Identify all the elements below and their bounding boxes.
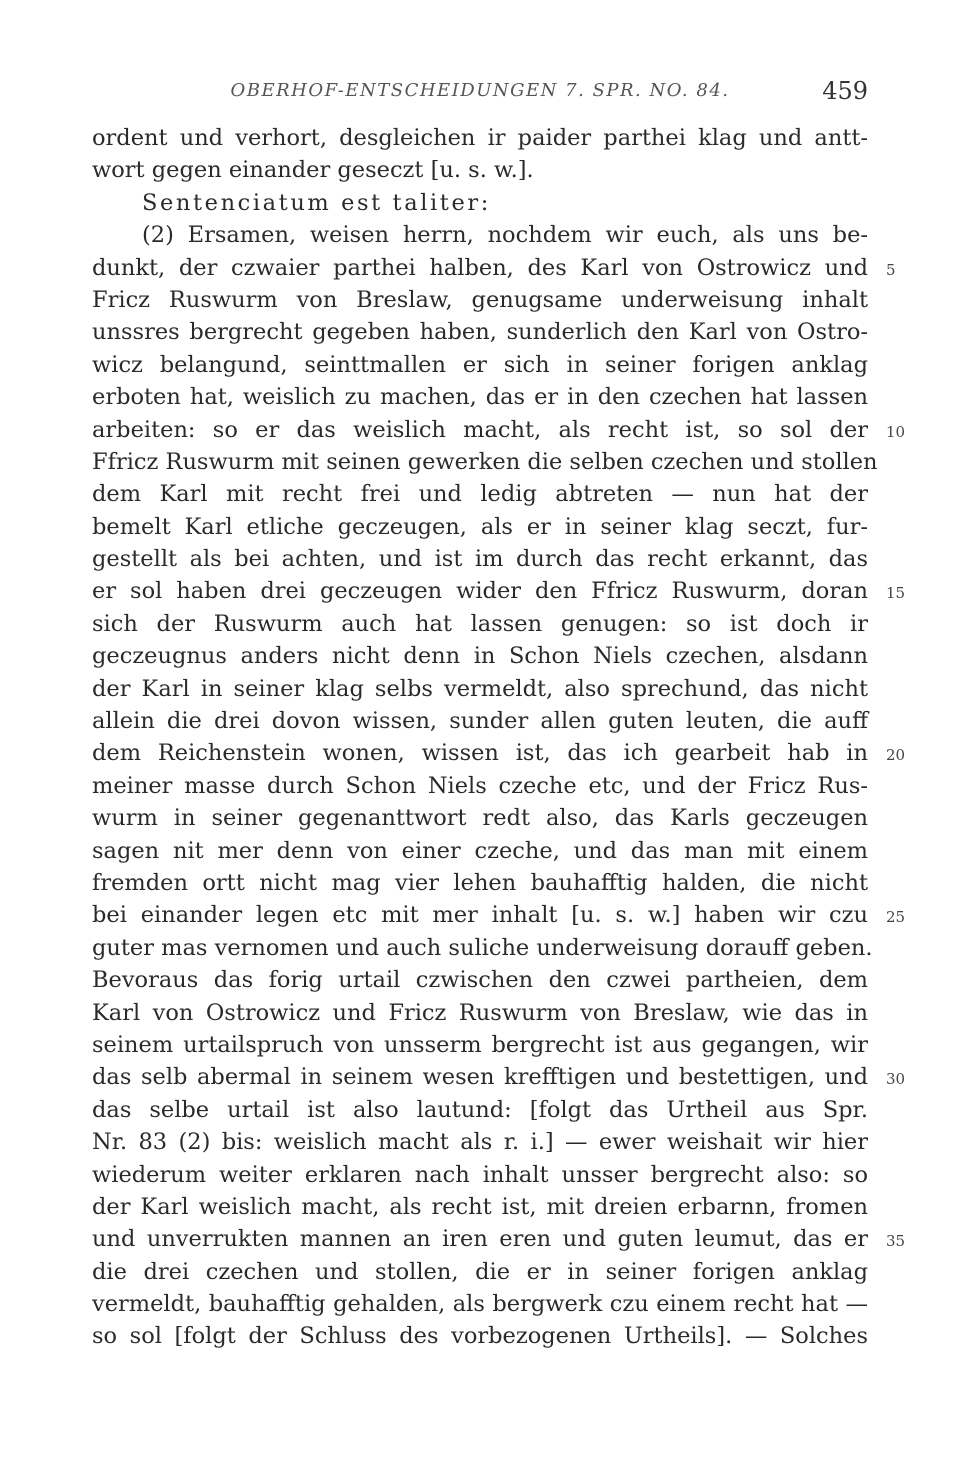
text-line: die drei czechen und stollen, die er in seiner forigen anklag	[92, 1258, 868, 1285]
text-line: so sol [folgt der Schluss des vorbezogenen Urtheils]. — Solches	[92, 1323, 868, 1350]
text-line: sagen nit mer denn von einer czeche, und das man mit einem	[92, 837, 868, 864]
text-line: seinem urtailspruch von unsserm bergrecht ist aus gegangen, wir	[92, 1031, 868, 1058]
text-line: arbeiten: so er das weislich macht, als recht ist, so sol der 10	[92, 414, 868, 446]
text-line: dem Karl mit recht frei und ledig abtreten — nun hat der	[92, 481, 868, 508]
running-head: OBERHOF-ENTSCHEIDUNGEN 7. SPR. NO. 84.	[230, 80, 730, 101]
text-line: dem Reichenstein wonen, wissen ist, das ich gearbeit hab in 20	[92, 737, 868, 769]
text-line: wicz belangund, seinttmallen er sich in seiner forigen anklag	[92, 351, 868, 378]
text-line: guter mas vernomen und auch suliche underweisung dorauff geben.	[92, 934, 873, 961]
text-line: Fricz Ruswurm von Breslaw, genugsame underweisung inhalt	[92, 286, 868, 313]
section-heading: Sentenciatum est taliter:	[142, 189, 491, 216]
text-line: bei einander legen etc mit mer inhalt [u. s. w.] haben wir czu 25	[92, 899, 868, 931]
line-number: 35	[886, 1232, 906, 1251]
text-line: das selbe urtail ist also lautund: [folgt das Urtheil aus Spr.	[92, 1096, 868, 1123]
text-line: Nr. 83 (2) bis: weislich macht als r. i.] — ewer weishait wir hier	[92, 1129, 868, 1156]
text-line: erboten hat, weislich zu machen, das er in den czechen hat lassen	[92, 384, 868, 411]
text-line: sich der Ruswurm auch hat lassen genugen: so ist doch ir	[92, 610, 868, 637]
text-line: der Karl weislich macht, als recht ist, mit dreien erbarnn, fromen	[92, 1193, 868, 1220]
text-line: (2) Ersamen, weisen herrn, nochdem wir euch, als uns be-	[142, 222, 868, 249]
text-line: wiederum weiter erklaren nach inhalt unsser bergrecht also: so	[92, 1161, 868, 1188]
page-header	[92, 74, 868, 108]
text-line: wort gegen einander geseczt [u. s. w.].	[92, 157, 534, 184]
text-line: allein die drei dovon wissen, sunder allen guten leuten, die auff	[92, 708, 868, 735]
text-line: und unverrukten mannen an iren eren und guten leumut, das er 35	[92, 1223, 868, 1255]
text-line: geczeugnus anders nicht denn in Schon Niels czechen, alsdann	[92, 643, 868, 670]
text-line: meiner masse durch Schon Niels czeche etc, und der Fricz Rus-	[92, 772, 868, 799]
text-line: dunkt, der czwaier parthei halben, des Karl von Ostrowicz und 5	[92, 252, 868, 284]
line-number: 15	[886, 584, 906, 603]
line-number: 20	[886, 746, 906, 765]
body-text	[92, 122, 906, 1353]
text-line: Ffricz Ruswurm mit seinen gewerken die selben czechen und stollen	[92, 448, 878, 475]
text-line: vermeldt, bauhafftig gehalden, als bergwerk czu einem recht hat —	[92, 1291, 868, 1318]
text-line: er sol haben drei geczeugen wider den Ffricz Ruswurm, doran 15	[92, 575, 868, 607]
text-line: gestellt als bei achten, und ist im durch das recht erkannt, das	[92, 546, 868, 573]
text-line: wurm in seiner gegenanttwort redt also, das Karls geczeugen	[92, 805, 868, 832]
text-line: Karl von Ostrowicz und Fricz Ruswurm von Breslaw, wie das in	[92, 999, 868, 1026]
text-line: Bevoraus das forig urtail czwischen den czwei partheien, dem	[92, 967, 868, 994]
line-number: 5	[886, 260, 896, 279]
text-line: bemelt Karl etliche geczeugen, als er in seiner klag seczt, fur-	[92, 513, 868, 540]
text-line: das selb abermal in seinem wesen krefftigen und bestettigen, und 30	[92, 1061, 868, 1093]
text-line: fremden ortt nicht mag vier lehen bauhafftig halden, die nicht	[92, 869, 868, 896]
text-line: der Karl in seiner klag selbs vermeldt, also sprechund, das nicht	[92, 675, 868, 702]
line-number: 30	[886, 1070, 906, 1089]
text-line: ordent und verhort, desgleichen ir paider parthei klag und antt-	[92, 125, 868, 151]
text-line: unssres bergrecht gegeben haben, sunderlich den Karl von Ostro-	[92, 319, 868, 346]
page-number: 459	[822, 77, 868, 105]
line-number: 25	[886, 908, 906, 927]
line-number: 10	[886, 422, 906, 441]
